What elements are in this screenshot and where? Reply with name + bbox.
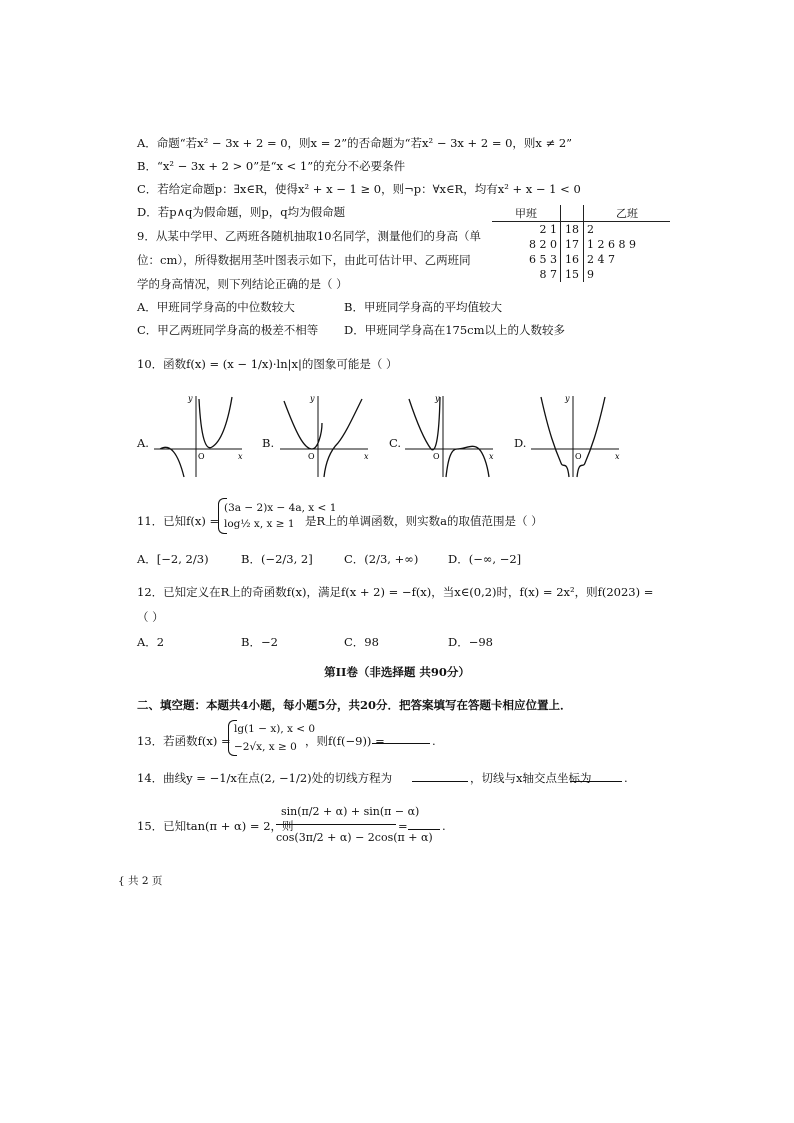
q10-label-c: C.: [389, 436, 402, 450]
origin-label: O: [308, 452, 315, 461]
q11-option-b: B．(−2/3, 2]: [241, 552, 313, 566]
q9-option-c: C．甲乙两班同学身高的极差不相等: [137, 323, 319, 337]
q13-suffix: ，则f(f(−9)) =: [305, 734, 385, 748]
stem-row-left: 6 5 3: [529, 253, 557, 266]
stem-row-right: 2 4 7: [584, 252, 671, 267]
stem-row-stem: 18: [561, 222, 584, 238]
q11-prefix: 11．已知f(x) =: [137, 514, 220, 528]
origin-label: O: [575, 452, 582, 461]
q15-numerator: sin(π/2 + α) + sin(π − α): [281, 805, 420, 818]
q9-option-b: B．甲班同学身高的平均值较大: [344, 300, 502, 314]
q13-case-1: lg(1 − x), x < 0: [234, 723, 316, 735]
q15-denominator: cos(3π/2 + α) − 2cos(π + α): [276, 831, 433, 844]
q10-label-d: D.: [514, 436, 527, 450]
stem-row-right: 2: [584, 222, 671, 238]
q9-line-2: 位：cm），所得数据用茎叶图表示如下，由此可估计甲、乙两班同: [137, 253, 471, 267]
q8-option-a: A．命题“若x² − 3x + 2 = 0，则x = 2”的否命题为“若x² − 3x + 2 = 0，则x ≠ 2”: [137, 136, 573, 150]
q12-option-d: D．−98: [448, 635, 493, 649]
q9-line-1: 9．从某中学甲、乙两班各随机抽取10名同学，测量他们的身高（单: [137, 229, 481, 243]
axis-y-label: y: [565, 394, 570, 403]
q14-period: .: [624, 771, 628, 785]
axis-y-label: y: [188, 394, 193, 403]
stem-row-right: 1 2 6 8 9: [584, 237, 671, 252]
q15-equals: =: [398, 819, 408, 833]
q12-line-2: （ ）: [137, 610, 164, 624]
q11-case-1: (3a − 2)x − 4a, x < 1: [224, 502, 337, 514]
stem-row-left: 2 1: [539, 223, 557, 236]
q13-case-2: −2√x, x ≥ 0: [234, 741, 297, 753]
q10-graph-d: [529, 393, 621, 479]
section-title: 第II卷（非选择题 共90分）: [324, 665, 470, 679]
q11-suffix: 是R上的单调函数，则实数a的取值范围是（ ）: [305, 514, 543, 528]
q8-option-d: D．若p∧q为假命题，则p，q均为假命题: [137, 205, 346, 219]
q9-option-d: D．甲班同学身高在175cm以上的人数较多: [344, 323, 566, 337]
stem-row-stem: 17: [561, 237, 584, 252]
stem-leaf-plot: [492, 205, 670, 282]
q10-label-b: B.: [262, 436, 275, 450]
q14-tangent-blank[interactable]: [412, 769, 468, 782]
stem-row-stem: 16: [561, 252, 584, 267]
q10-label-a: A.: [137, 436, 149, 450]
q9-option-a: A．甲班同学身高的中位数较大: [137, 300, 295, 314]
q15-prefix: 15．已知tan(π + α) = 2，则: [137, 819, 294, 833]
stem-left-title: 甲班: [492, 205, 561, 222]
axis-y-label: y: [310, 394, 315, 403]
q13-period: .: [432, 734, 436, 748]
origin-label: O: [433, 452, 440, 461]
axis-y-label: y: [435, 394, 440, 403]
q13-answer-blank[interactable]: [372, 731, 430, 744]
stem-row-left: 8 7: [539, 268, 557, 281]
stem-row-stem: 15: [561, 267, 584, 282]
q10-graph-c: [403, 393, 495, 479]
q14-text-2: ，切线与x轴交点坐标为: [470, 771, 592, 785]
q12-option-c: C．98: [344, 635, 379, 649]
q15-period: .: [442, 819, 446, 833]
stem-row-right: 9: [584, 267, 671, 282]
q10-graph-a: [152, 393, 244, 479]
q12-line-1: 12．已知定义在R上的奇函数f(x)，满足f(x + 2) = −f(x)，当x∈(0,2)时，f(x) = 2x²，则f(2023) =: [137, 585, 654, 599]
q10-text: 10．函数f(x) = (x − 1/x)·ln|x|的图象可能是（ ）: [137, 357, 398, 371]
q12-option-b: B．−2: [241, 635, 278, 649]
origin-label: O: [198, 452, 205, 461]
stem-right-title: 乙班: [584, 205, 671, 222]
q8-option-c: C．若给定命题p：∃x∈R，使得x² + x − 1 ≥ 0，则¬p：∀x∈R，均有x² + x − 1 < 0: [137, 182, 581, 196]
axis-x-label: x: [364, 452, 369, 461]
stem-row-left: 8 2 0: [529, 238, 557, 251]
q10-graph-b: [278, 393, 370, 479]
q8-option-b: B．“x² − 3x + 2 > 0”是“x < 1”的充分不必要条件: [137, 159, 406, 173]
q14-text-1: 14．曲线y = −1/x在点(2, −1/2)处的切线方程为: [137, 771, 393, 785]
axis-x-label: x: [489, 452, 494, 461]
q12-option-a: A．2: [137, 635, 165, 649]
q11-case-2: log½ x, x ≥ 1: [224, 518, 295, 530]
axis-x-label: x: [238, 452, 243, 461]
q9-line-3: 学的身高情况，则下列结论正确的是（ ）: [137, 277, 348, 291]
q13-prefix: 13．若函数f(x) =: [137, 734, 231, 748]
page-footer: { 共 2 页: [118, 875, 163, 887]
q14-intercept-blank[interactable]: [570, 769, 622, 782]
q15-answer-blank[interactable]: [408, 817, 440, 830]
fill-in-heading: 二、填空题：本题共4小题，每小题5分，共20分．把答案填写在答题卡相应位置上．: [137, 698, 572, 712]
q15-fraction-bar: [276, 824, 396, 825]
axis-x-label: x: [615, 452, 620, 461]
q11-option-a: A．[−2, 2/3): [137, 552, 209, 566]
q11-option-c: C．(2/3, +∞): [344, 552, 419, 566]
q11-option-d: D．(−∞, −2]: [448, 552, 522, 566]
